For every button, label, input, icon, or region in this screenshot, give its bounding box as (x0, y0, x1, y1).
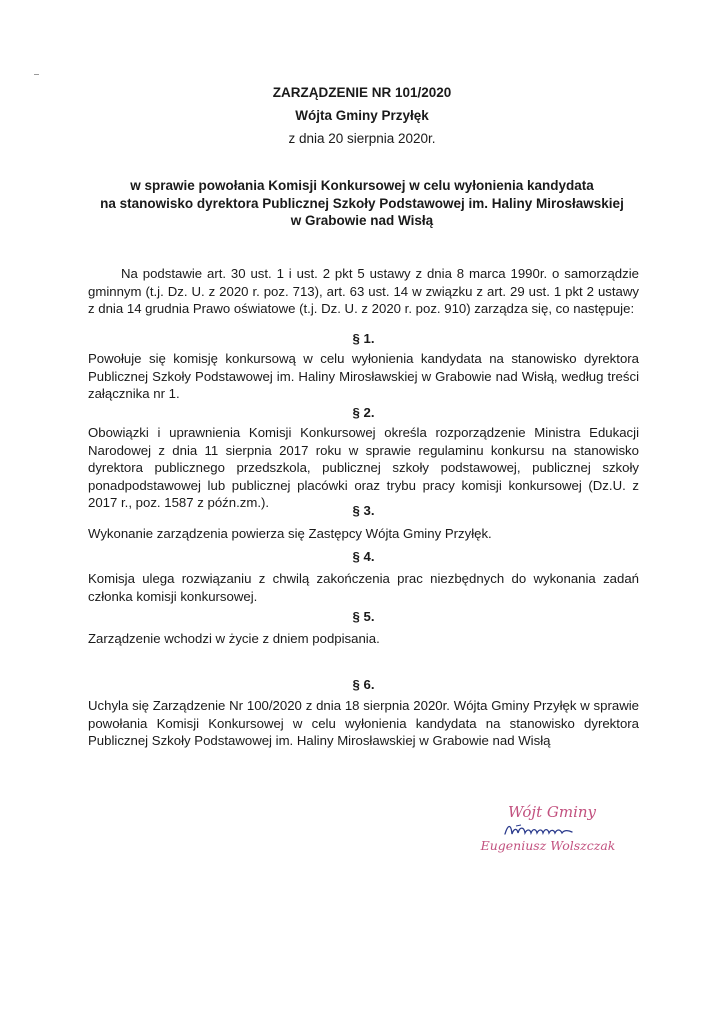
signature-name: Eugeniusz Wolszczak (480, 838, 616, 853)
signature-role: Wójt Gminy (507, 803, 596, 821)
section-2-text: Obowiązki i uprawnienia Komisji Konkursowej określa rozporządzenie Ministra Edukacji Narodowej z dnia 11 sierpnia 2017 roku w sprawie regulaminu konkursu na stanowisko dyrektora publicznego przedszkola, publicznej szkoły podstawowej, publicznej szkoły ponadpodstawowej lub publicznej placówki oraz trybu pracy komisji konkursowej (Dz.U. z 2017 r., poz. 1587 z późn.zm.). (88, 425, 639, 510)
section-1-text: Powołuje się komisję konkursową w celu wyłonienia kandydata na stanowisko dyrektora Publicznej Szkoły Podstawowej im. Haliny Mirosławskiej w Grabowie nad Wisłą, według treści załącznika nr 1. (88, 351, 639, 401)
section-4-mark: § 4. (352, 549, 375, 564)
signature-stamp (460, 803, 630, 854)
subject-line-3: w Grabowie nad Wisłą (290, 213, 434, 228)
section-5-mark: § 5. (352, 609, 375, 624)
document-title: ZARZĄDZENIE NR 101/2020 (272, 85, 452, 100)
document-issuer: Wójta Gminy Przyłęk (295, 108, 429, 123)
subject-line-1: w sprawie powołania Komisji Konkursowej w celu wyłonienia kandydata (130, 178, 594, 193)
section-5-text: Zarządzenie wchodzi w życie z dniem podpisania. (88, 631, 380, 646)
section-3-text: Wykonanie zarządzenia powierza się Zastępcy Wójta Gminy Przyłęk. (88, 526, 492, 541)
document-date: z dnia 20 sierpnia 2020r. (288, 131, 436, 146)
subject-line-2: na stanowisko dyrektora Publicznej Szkoły Podstawowej im. Haliny Mirosławskiej (100, 195, 624, 211)
section-6-text: Uchyla się Zarządzenie Nr 100/2020 z dnia 18 sierpnia 2020r. Wójta Gminy Przyłęk w sprawie powołania Komisji Konkursowej w celu wyłonienia kandydata na stanowisko dyrektora Publicznej Szkoły Podstawowej im. Haliny Mirosławskiej w Grabowie nad Wisłą (88, 698, 639, 748)
section-2-mark: § 2. (352, 405, 375, 420)
document-header (0, 82, 724, 149)
scan-speck (34, 74, 39, 75)
handwritten-signature (502, 822, 592, 838)
document-subject (60, 177, 664, 230)
section-6-mark: § 6. (352, 677, 375, 692)
section-3-mark: § 3. (352, 503, 375, 518)
section-4-text: Komisja ulega rozwiązaniu z chwilą zakończenia prac niezbędnych do wykonania zadań członka komisji konkursowej. (88, 571, 639, 604)
section-1-mark: § 1. (352, 331, 375, 346)
preamble-paragraph: Na podstawie art. 30 ust. 1 i ust. 2 pkt 5 ustawy z dnia 8 marca 1990r. o samorządzie gminnym (t.j. Dz. U. z 2020 r. poz. 713), art. 63 ust. 14 w związku z art. 29 ust. 1 pkt 2 ustawy z dnia 14 grudnia Prawo oświatowe (t.j. Dz. U. z 2020 r. poz. 910) zarządza się, co następuje: (88, 266, 639, 316)
